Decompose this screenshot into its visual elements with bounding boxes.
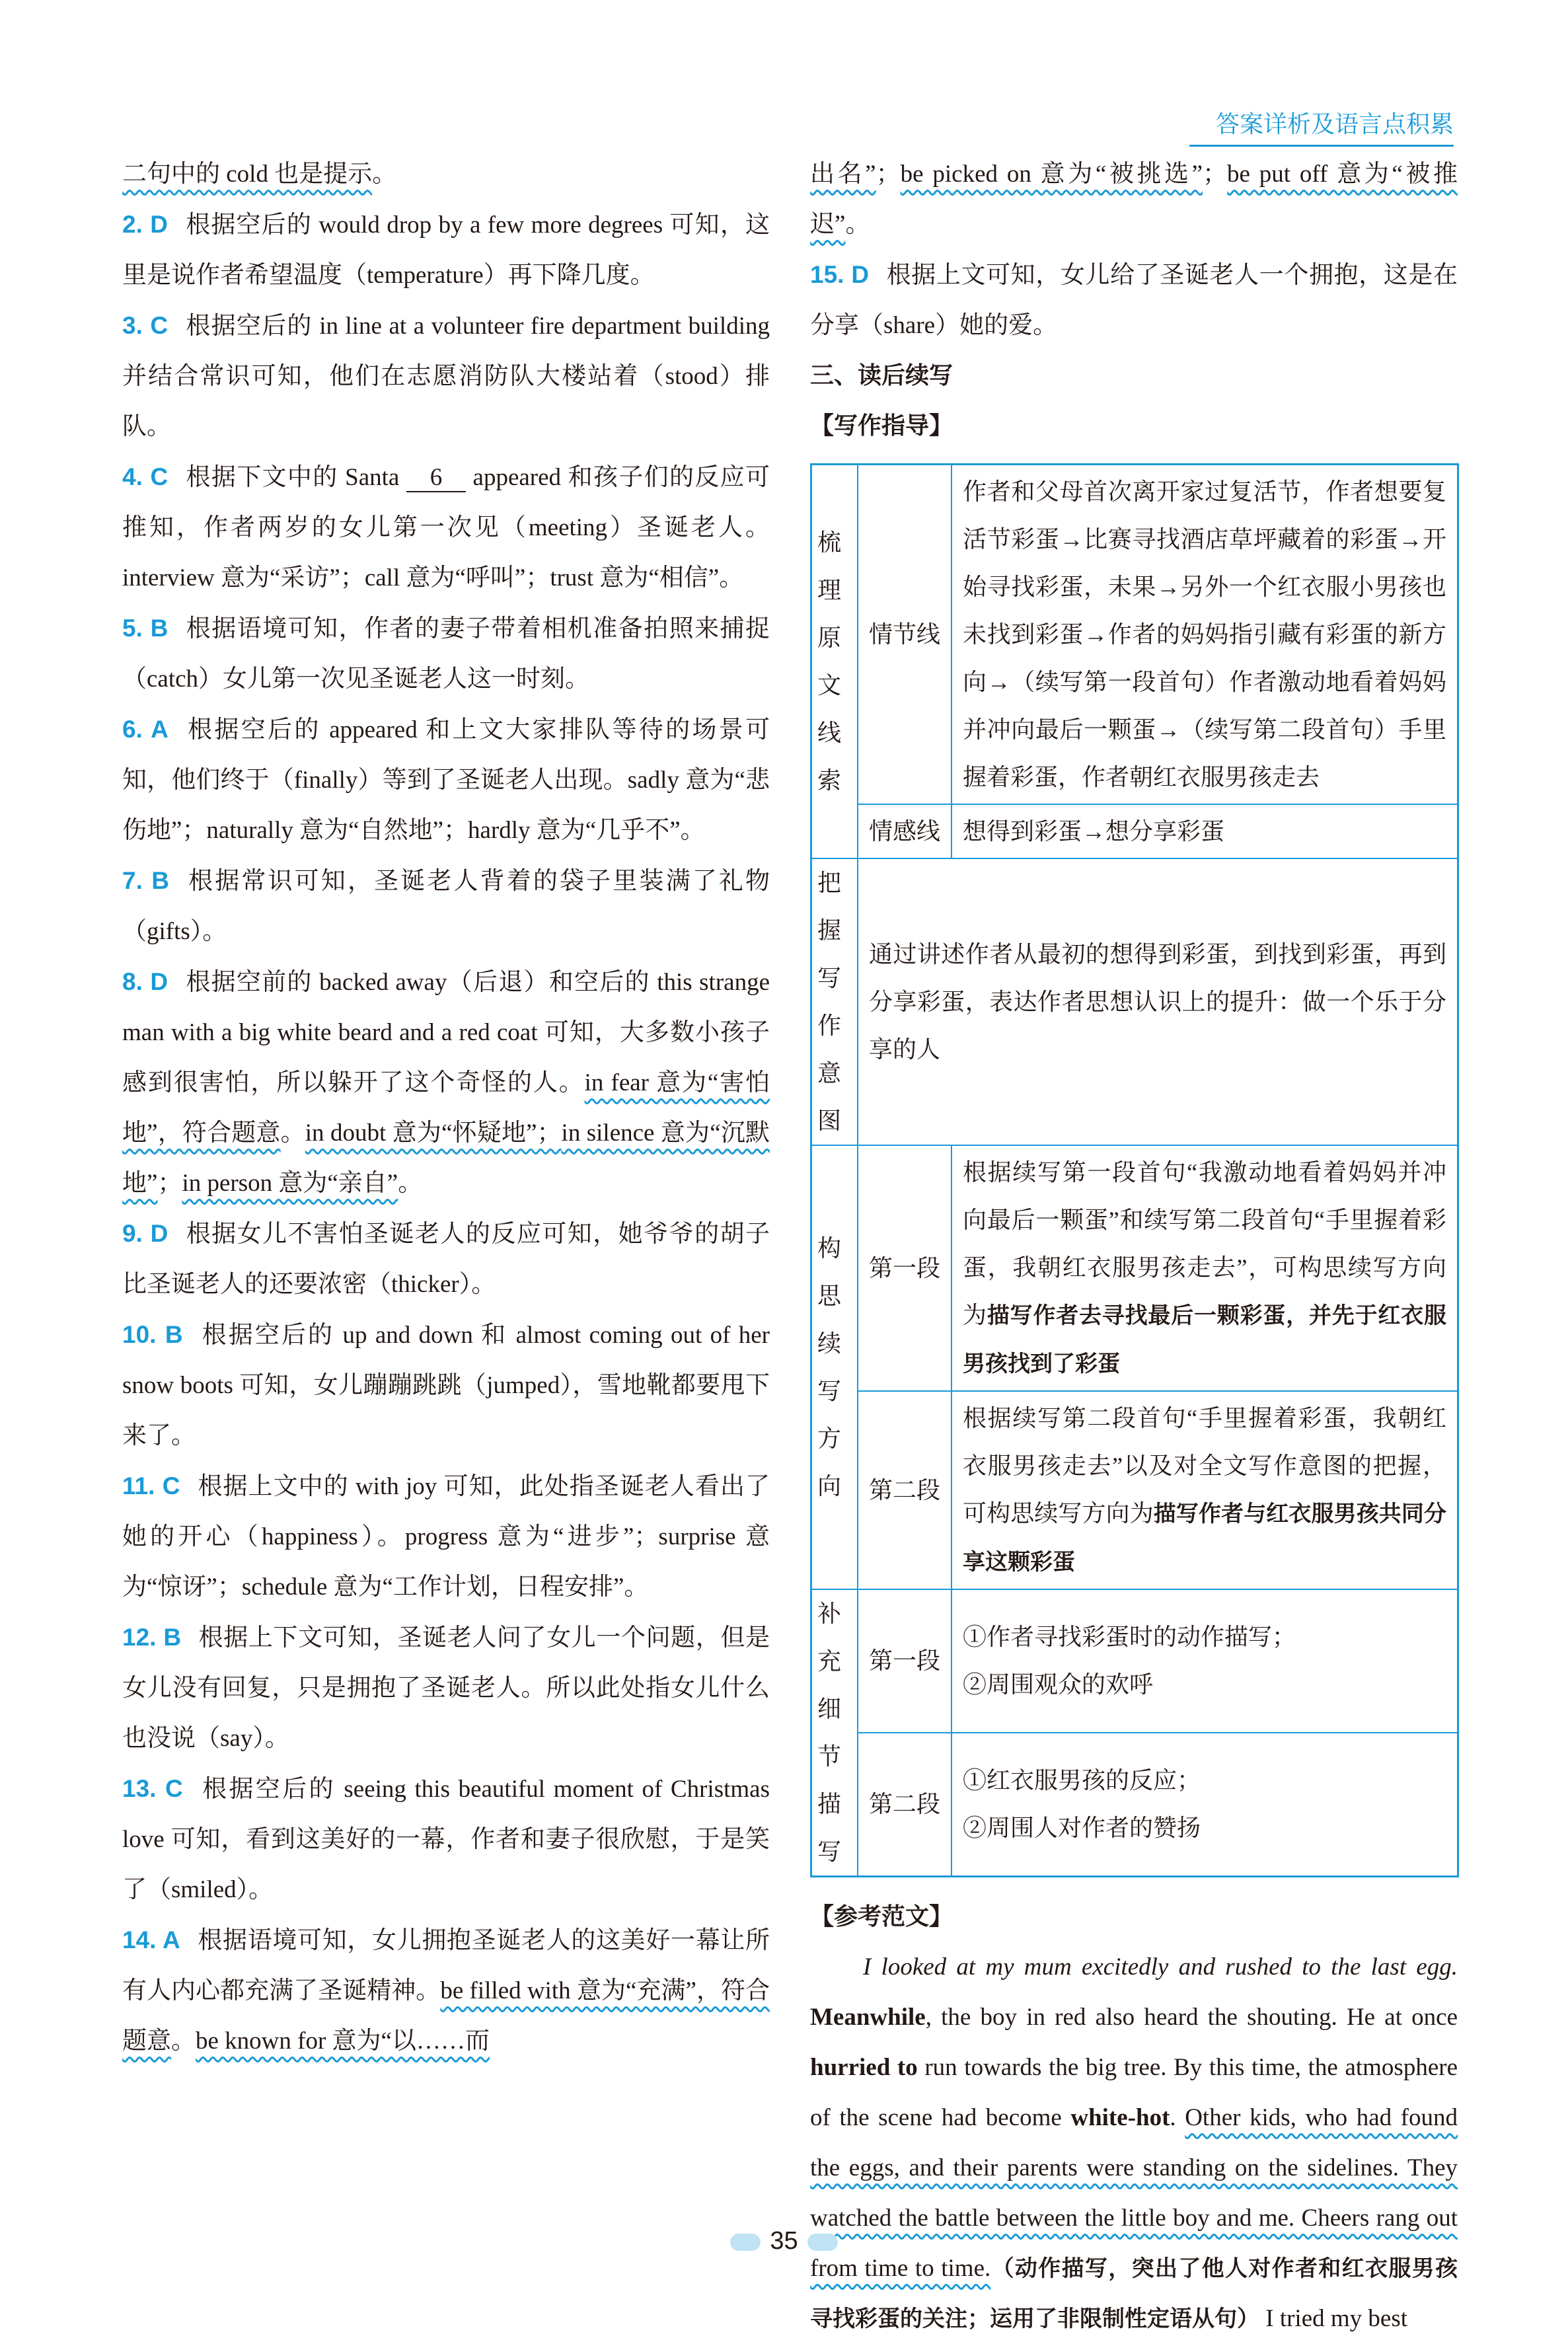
underlined-text: be known for 意为“以……而 — [196, 2027, 490, 2055]
answer-number: 8. D — [122, 968, 168, 995]
explanation: 根据下文中的 Santa — [185, 464, 406, 491]
bold-text: 描写作者去寻找最后一颗彩蛋，并先于红衣服男孩找到了彩蛋 — [963, 1303, 1446, 1377]
answer-number: 15. D — [810, 261, 870, 288]
underlined-text: 出名” — [810, 161, 876, 188]
answer-number: 11. C — [122, 1472, 180, 1499]
explanation: 根据空后的 would drop by a few more degrees 可知，这里是说作者希望温度（temperature）再下降几度。 — [122, 211, 770, 289]
underlined-text: be put off 意为“被推迟” — [810, 161, 1458, 238]
answer-item-2 — [122, 200, 770, 301]
underlined-text: in fear 意为“害怕地”，符合题意 — [122, 1069, 770, 1147]
row-subheader: 第二段 — [858, 1733, 952, 1877]
answer-continuation — [122, 149, 770, 200]
explanation: 根据语境可知，作者的妻子带着相机准备拍照来捕捉（catch）女儿第一次见圣诞老人这一时刻。 — [122, 615, 770, 693]
text: , the boy in red also heard the shouting. He at once — [925, 2004, 1458, 2031]
text: . — [1170, 2104, 1185, 2131]
text: 根据续写第一段首句“我激动地看着妈妈并冲向最后一颗蛋”和续写第二段首句“手里握着彩蛋，我朝红衣服男孩走去”，可构思续写方向为 — [963, 1159, 1446, 1328]
row-subheader: 情节线 — [858, 465, 952, 805]
answer-item-5 — [122, 603, 770, 704]
text: 。 — [398, 1170, 423, 1197]
explanation: 根据空后的 appeared 和上文大家排队等待的场景可知，他们终于（finally）等到了圣诞老人出现。sadly 意为“悲伤地”；naturally 意为“自然地”；hardly 意为“几乎不”。 — [122, 716, 770, 844]
blank-number: 6 — [406, 465, 466, 492]
text: ； — [876, 161, 901, 188]
page-number: 35 — [770, 2227, 798, 2255]
explanation: 根据空后的 up and down 和 almost coming out of her snow boots 可知，女儿蹦蹦跳跳（jumped），雪地靴都要甩下来了。 — [122, 1322, 770, 1449]
text: 根据续写第二段首句“手里握着彩蛋，我朝红衣服男孩走去”以及对全文写作意图的把握，可构思续写方向为 — [963, 1405, 1446, 1527]
cell-text — [952, 1733, 1458, 1877]
cell-text — [952, 1589, 1458, 1733]
answer-item-9 — [122, 1209, 770, 1310]
answer-number: 6. A — [122, 716, 168, 743]
answer-item-12 — [122, 1612, 770, 1764]
answer-number: 12. B — [122, 1624, 182, 1651]
underlined-text: 二句中的 cold 也是提示 — [122, 161, 373, 188]
text: 。 — [372, 161, 397, 188]
italic-text: I looked at my mum excitedly and rushed to the last egg. — [863, 1953, 1458, 1981]
text: ； — [1203, 161, 1228, 188]
explanation: 根据空前的 backed away（后退）和空后的 this strange man with a big white beard and a red coat 可知，大多数小孩子感到很害怕，所以躲开了这个奇怪的人。 — [122, 969, 770, 1096]
answer-item-13 — [122, 1764, 770, 1915]
answer-number: 7. B — [122, 867, 169, 894]
cell-text: 想得到彩蛋→想分享彩蛋 — [952, 804, 1458, 858]
explanation: 根据上文可知，女儿给了圣诞老人一个拥抱，这是在分享（share）她的爱。 — [810, 262, 1458, 339]
answer-continuation — [810, 149, 1458, 250]
sample-essay — [810, 1942, 1458, 2344]
cell-text — [952, 1391, 1458, 1589]
answer-item-10 — [122, 1310, 770, 1461]
bold-text: white-hot — [1070, 2104, 1170, 2131]
explanation: 根据常识可知，圣诞老人背着的袋子里装满了礼物（gifts）。 — [122, 868, 770, 945]
underlined-text: in person 意为“亲自” — [182, 1170, 398, 1197]
cell-text — [952, 1145, 1458, 1391]
row-subheader: 情感线 — [858, 804, 952, 858]
text: ①红衣服男孩的反应； — [963, 1767, 1201, 1794]
explanation: 根据女儿不害怕圣诞老人的反应可知，她爷爷的胡子比圣诞老人的还要浓密（thicker）。 — [122, 1221, 770, 1298]
answer-item-3 — [122, 301, 770, 452]
underlined-text: be filled with 意为“充满”，符合题意 — [122, 1977, 770, 2055]
text: run towards the big tree. By this time, the atmosphere of the scene had become — [810, 2054, 1458, 2131]
cell-text: 作者和父母首次离开家过复活节，作者想要复活节彩蛋→比赛寻找酒店草坪藏着的彩蛋→开始寻找彩蛋，未果→另外一个红衣服小男孩也未找到彩蛋→作者的妈妈指引藏有彩蛋的新方向→（续写第一段首句）作者激动地看着妈妈并冲向最后一颗蛋→（续写第二段首句）手里握着彩蛋，作者朝红衣服男孩走去 — [952, 465, 1458, 805]
explanation: 根据语境可知，女儿拥抱圣诞老人的这美好一幕让所有人内心都充满了圣诞精神。 — [122, 1927, 770, 2004]
answer-item-6 — [122, 704, 770, 856]
explanation: 根据上文中的 with joy 可知，此处指圣诞老人看出了她的开心（happiness）。progress 意为“进步”；surprise 意为“惊讶”；schedule 意为“工作计划，日程安排”。 — [122, 1473, 770, 1601]
underlined-text: be picked on 意为“被挑选” — [900, 161, 1203, 188]
answer-item-14 — [122, 1915, 770, 2066]
answer-item-11 — [122, 1461, 770, 1612]
bold-text: hurried to — [810, 2054, 918, 2081]
text: ； — [157, 1170, 182, 1197]
text: ②周围观众的欢呼 — [963, 1671, 1154, 1698]
row-header: 梳理原文线索 — [811, 465, 858, 859]
writing-guide-table — [810, 463, 1459, 1877]
explanation: appeared 和孩子们的反应可推知，作者两岁的女儿第一次见（meeting）圣诞老人。interview 意为“采访”；call 意为“呼叫”；trust 意为“相信”。 — [122, 464, 770, 591]
answer-number: 13. C — [122, 1775, 183, 1802]
subsection-heading: 【写作指导】 — [810, 412, 953, 439]
right-column — [810, 149, 1458, 2344]
row-subheader: 第二段 — [858, 1391, 952, 1589]
row-header: 补充细节描写 — [811, 1589, 858, 1877]
row-header: 把握写作意图 — [811, 858, 858, 1145]
decorative-pill — [730, 2234, 761, 2251]
text: ①作者寻找彩蛋时的动作描写； — [963, 1624, 1296, 1651]
text: ②周围人对作者的赞扬 — [963, 1815, 1201, 1842]
section-heading: 三、读后续写 — [810, 362, 953, 389]
annotation: （动作描写，突出了他人对作者和红衣服男孩寻找彩蛋的关注；运用了非限制性定语从句） — [810, 2255, 1458, 2332]
row-subheader: 第一段 — [858, 1589, 952, 1733]
answer-number: 4. C — [122, 463, 168, 490]
row-header: 构思续写方向 — [811, 1145, 858, 1589]
explanation: 根据上下文可知，圣诞老人问了女儿一个问题，但是女儿没有回复，只是拥抱了圣诞老人。所以此处指女儿什么也没说（say）。 — [122, 1624, 770, 1752]
explanation: 根据空后的 in line at a volunteer fire department building 并结合常识可知，他们在志愿消防队大楼站着（stood）排队。 — [122, 313, 770, 440]
row-subheader: 第一段 — [858, 1145, 952, 1391]
text: I tried my best — [1259, 2305, 1408, 2332]
page-number-bar — [0, 2227, 1568, 2255]
answer-number: 3. C — [122, 312, 168, 339]
bold-text: Meanwhile — [810, 2004, 926, 2031]
explanation: 根据空后的 seeing this beautiful moment of Christmas love 可知，看到这美好的一幕，作者和妻子很欣慰，于是笑了（smiled）。 — [122, 1776, 770, 1903]
underlined-text: in silence 意为“沉默地” — [122, 1119, 770, 1197]
underlined-text: in doubt 意为“怀疑地”； — [305, 1119, 562, 1147]
answer-number: 5. B — [122, 615, 168, 642]
answer-number: 2. D — [122, 211, 168, 238]
text: 。 — [845, 211, 870, 238]
text: 。 — [171, 2027, 196, 2055]
answer-number: 14. A — [122, 1926, 180, 1953]
subsection-heading: 【参考范文】 — [810, 1903, 953, 1930]
answer-item-8 — [122, 957, 770, 1209]
decorative-pill — [807, 2234, 838, 2251]
answer-number: 9. D — [122, 1220, 168, 1247]
answer-number: 10. B — [122, 1321, 183, 1348]
bold-text: 描写作者与红衣服男孩共同分享这颗彩蛋 — [963, 1501, 1446, 1575]
text: 。 — [280, 1119, 305, 1147]
answer-item-15 — [810, 250, 1458, 351]
cell-text: 通过讲述作者从最初的想得到彩蛋，到找到彩蛋，再到分享彩蛋，表达作者思想认识上的提升：做一个乐于分享的人 — [858, 858, 1458, 1145]
answer-item-4 — [122, 452, 770, 603]
underlined-text: Other kids, who had found the eggs, and their parents were standing on the sidelines. They watched the battle between the little boy and me. Cheers rang out from time to time. — [810, 2104, 1458, 2282]
left-column — [122, 149, 770, 2066]
answer-item-7 — [122, 856, 770, 957]
running-header: 答案详析及语言点积累 — [1189, 106, 1454, 147]
